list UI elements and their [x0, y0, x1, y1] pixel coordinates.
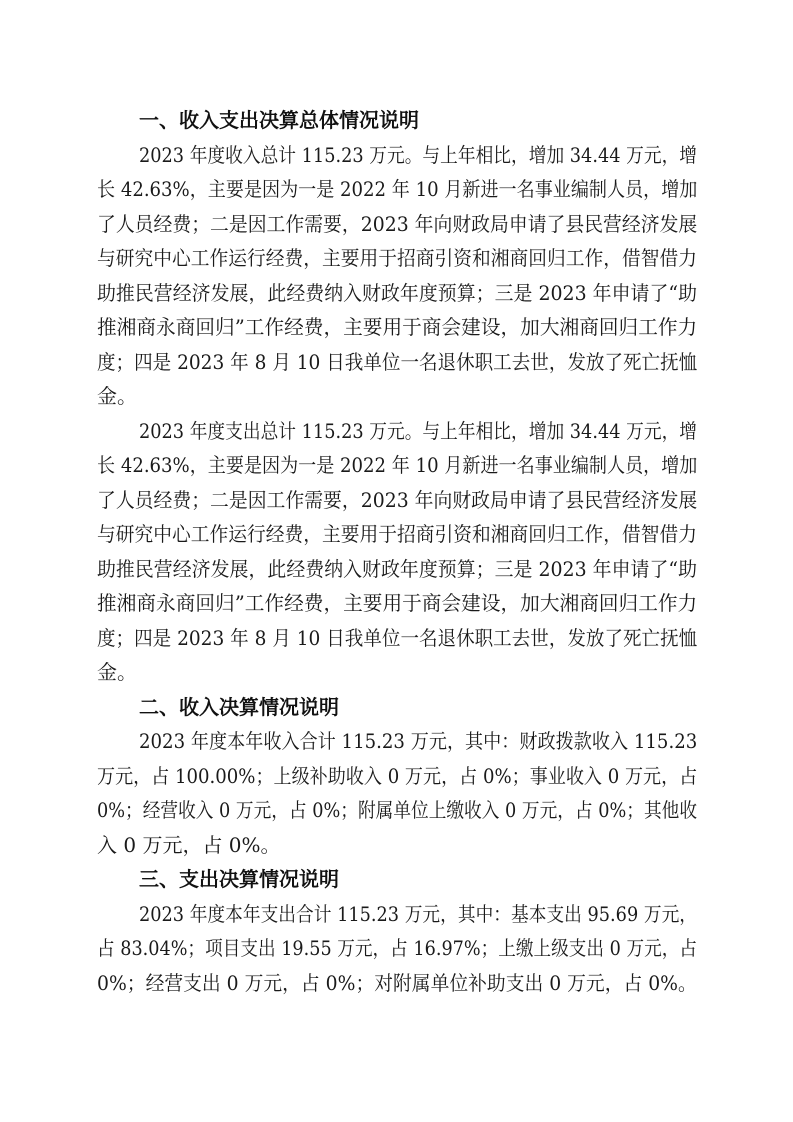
section-heading: 一、收入支出决算总体情况说明	[139, 108, 419, 132]
paragraph-line: 与研究中心工作运行经费，主要用于招商引资和湘商回归工作，借智借力	[97, 522, 697, 546]
paragraph-line: 推湘商永商回归”工作经费，主要用于商会建设，加大湘商回归工作力	[97, 315, 698, 339]
paragraph-line: 0%；经营收入 0 万元，占 0%；附属单位上缴收入 0 万元，占 0%；其他收	[97, 798, 697, 822]
paragraph-line: 助推民营经济发展，此经费纳入财政年度预算；三是 2023 年申请了“助	[97, 281, 697, 305]
paragraph-line: 金。	[97, 384, 137, 408]
paragraph-line: 占 83.04%；项目支出 19.55 万元，占 16.97%；上缴上级支出 0 万元，占	[97, 936, 697, 960]
paragraph-line: 金。	[97, 660, 137, 684]
paragraph-line: 助推民营经济发展，此经费纳入财政年度预算；三是 2023 年申请了“助	[97, 557, 697, 581]
paragraph-line: 2023 年度本年支出合计 115.23 万元，其中：基本支出 95.69 万元，	[139, 902, 697, 926]
paragraph-line: 了人员经费；二是因工作需要，2023 年向财政局申请了县民营经济发展	[97, 212, 698, 236]
paragraph-line: 长 42.63%，主要是因为一是 2022 年 10 月新进一名事业编制人员，增加	[97, 177, 698, 201]
paragraph-line: 推湘商永商回归”工作经费，主要用于商会建设，加大湘商回归工作力	[97, 591, 698, 615]
paragraph-line: 2023 年度支出总计 115.23 万元。与上年相比，增加 34.44 万元，增	[139, 419, 697, 443]
paragraph-line: 度；四是 2023 年 8 月 10 日我单位一名退休职工去世，发放了死亡抚恤	[97, 626, 698, 650]
paragraph-line: 万元，占 100.00%；上级补助收入 0 万元，占 0%；事业收入 0 万元，占	[97, 764, 698, 788]
section-heading: 二、收入决算情况说明	[139, 695, 339, 719]
paragraph-line: 与研究中心工作运行经费，主要用于招商引资和湘商回归工作，借智借力	[97, 246, 697, 270]
paragraph-line: 2023 年度收入总计 115.23 万元。与上年相比，增加 34.44 万元，增	[139, 143, 697, 167]
paragraph-line: 2023 年度本年收入合计 115.23 万元，其中：财政拨款收入 115.23	[139, 729, 698, 753]
paragraph-line: 0%；经营支出 0 万元，占 0%；对附属单位补助支出 0 万元，占 0%。	[97, 971, 697, 995]
paragraph-line: 度；四是 2023 年 8 月 10 日我单位一名退休职工去世，发放了死亡抚恤	[97, 350, 698, 374]
paragraph-line: 长 42.63%，主要是因为一是 2022 年 10 月新进一名事业编制人员，增加	[97, 453, 698, 477]
paragraph-line: 入 0 万元，占 0%。	[97, 833, 281, 857]
paragraph-line: 了人员经费；二是因工作需要，2023 年向财政局申请了县民营经济发展	[97, 488, 698, 512]
section-heading: 三、支出决算情况说明	[139, 867, 339, 891]
